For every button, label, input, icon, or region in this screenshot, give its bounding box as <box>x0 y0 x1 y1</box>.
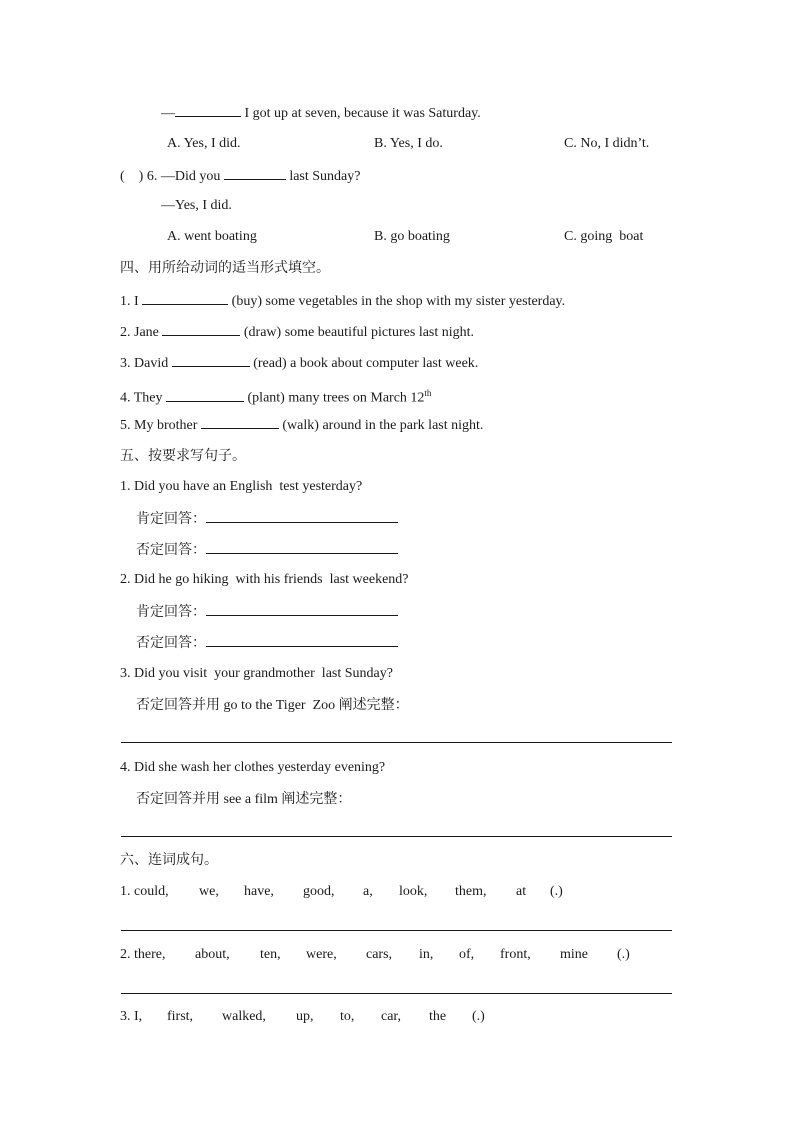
q6-prefix: 6. —Did you <box>146 169 221 184</box>
fill-item-5 <box>120 414 483 436</box>
dash: — <box>161 106 175 121</box>
s5-q1: 1. Did you have an English test yesterday? <box>120 479 363 494</box>
word: of, <box>459 947 475 962</box>
fill-blank[interactable] <box>172 352 250 367</box>
word: front, <box>500 947 531 962</box>
section4-title: 四、用所给动词的适当形式填空。 <box>120 260 330 276</box>
q6-option-c[interactable]: C. going boat <box>564 229 644 244</box>
prompt-cn: 否定回答并用 <box>136 697 220 713</box>
word: look, <box>399 884 428 899</box>
prompt-cn: 否定回答并用 <box>136 791 220 807</box>
fill-item-2 <box>120 321 474 343</box>
word: first, <box>167 1009 194 1024</box>
q6-suffix: last Sunday? <box>289 169 361 184</box>
word: 1. could, <box>120 884 169 899</box>
verb-hint: (plant) <box>247 390 285 406</box>
word: a, <box>363 884 373 899</box>
word: mine <box>560 947 588 962</box>
ordinal-suffix: th <box>424 388 432 398</box>
answer-blank[interactable] <box>206 601 398 616</box>
word: walked, <box>222 1009 266 1024</box>
answer-line[interactable] <box>121 993 672 994</box>
q5-option-c[interactable]: C. No, I didn’t. <box>564 136 650 151</box>
item-suffix: a book about computer last week. <box>290 356 479 371</box>
verb-hint: (read) <box>253 356 287 371</box>
section5-title: 五、按要求写句子。 <box>120 448 246 464</box>
s6-q2-words <box>120 945 671 965</box>
fill-blank[interactable] <box>142 290 228 305</box>
word: (.) <box>550 884 563 899</box>
s5-q1-affirm <box>136 508 398 530</box>
answer-text: I got up at seven, because it was Saturday. <box>244 106 481 121</box>
q5-option-a[interactable]: A. Yes, I did. <box>167 136 241 151</box>
word: were, <box>306 947 337 962</box>
word: (.) <box>617 947 630 962</box>
item-suffix: around in the park last night. <box>322 418 484 433</box>
word: have, <box>244 884 274 899</box>
q6-option-b[interactable]: B. go boating <box>374 229 450 244</box>
answer-line[interactable] <box>121 742 672 743</box>
q5-option-b[interactable]: B. Yes, I do. <box>374 136 443 151</box>
item-suffix: some beautiful pictures last night. <box>284 325 475 340</box>
word: good, <box>303 884 335 899</box>
fill-blank[interactable] <box>166 387 244 402</box>
word: the <box>429 1009 447 1024</box>
section6-title: 六、连词成句。 <box>120 852 218 868</box>
fill-item-4 <box>120 383 431 409</box>
prompt-phrase: go to the Tiger Zoo <box>223 698 336 713</box>
s5-q2-affirm <box>136 601 398 623</box>
answer-blank[interactable] <box>206 632 398 647</box>
answer-blank[interactable] <box>206 539 398 554</box>
negate-label: 否定回答： <box>136 635 206 651</box>
fill-blank[interactable] <box>162 321 240 336</box>
q6-option-a[interactable]: A. went boating <box>167 229 257 244</box>
word: 3. I, <box>120 1009 143 1024</box>
word: up, <box>296 1009 314 1024</box>
s5-q2-negate <box>136 632 398 654</box>
answer-blank[interactable] <box>206 508 398 523</box>
answer-blank[interactable] <box>175 102 241 117</box>
fill-item-3 <box>120 352 478 374</box>
q6-reply: —Yes, I did. <box>161 198 232 213</box>
item-suffix: some vegetables in the shop with my sister yesterday. <box>265 294 566 309</box>
word: 2. there, <box>120 947 166 962</box>
fill-blank[interactable] <box>201 414 279 429</box>
word: to, <box>340 1009 355 1024</box>
item-prefix: 5. My brother <box>120 418 198 433</box>
word: cars, <box>366 947 393 962</box>
prompt-cn: 阐述完整： <box>281 791 352 807</box>
word: car, <box>381 1009 402 1024</box>
s5-q4: 4. Did she wash her clothes yesterday evening? <box>120 760 386 775</box>
verb-hint: (draw) <box>243 325 282 340</box>
item-prefix: 3. David <box>120 356 169 371</box>
item-suffix: many trees on March 12 <box>288 390 425 406</box>
s6-q1-words <box>120 882 671 902</box>
prompt-phrase: see a film <box>223 792 278 807</box>
word: at <box>516 884 527 899</box>
negate-label: 否定回答： <box>136 542 206 558</box>
answer-line[interactable] <box>121 930 672 931</box>
q6-question <box>120 165 360 187</box>
s5-q4-prompt <box>136 789 351 810</box>
word: in, <box>419 947 434 962</box>
fill-item-1 <box>120 290 565 312</box>
word: them, <box>455 884 487 899</box>
word: ten, <box>260 947 281 962</box>
word: (.) <box>472 1009 485 1024</box>
s5-q3-prompt <box>136 695 409 716</box>
verb-hint: (walk) <box>282 418 319 433</box>
s5-q3: 3. Did you visit your grandmother last Sunday? <box>120 666 393 681</box>
affirm-label: 肯定回答： <box>136 511 206 527</box>
word: about, <box>195 947 230 962</box>
affirm-label: 肯定回答： <box>136 604 206 620</box>
item-prefix: 1. I <box>120 294 139 309</box>
prompt-cn: 阐述完整： <box>338 697 409 713</box>
s5-q2: 2. Did he go hiking with his friends last weekend? <box>120 572 409 587</box>
word: we, <box>199 884 219 899</box>
q5-answer-line <box>161 102 481 124</box>
q6-blank[interactable] <box>224 165 286 180</box>
verb-hint: (buy) <box>231 294 262 309</box>
item-prefix: 4. They <box>120 390 163 406</box>
s5-q1-negate <box>136 539 398 561</box>
s6-q3-words <box>120 1007 671 1027</box>
answer-paren[interactable]: ( ) <box>120 169 144 184</box>
item-prefix: 2. Jane <box>120 325 159 340</box>
answer-line[interactable] <box>121 836 672 837</box>
